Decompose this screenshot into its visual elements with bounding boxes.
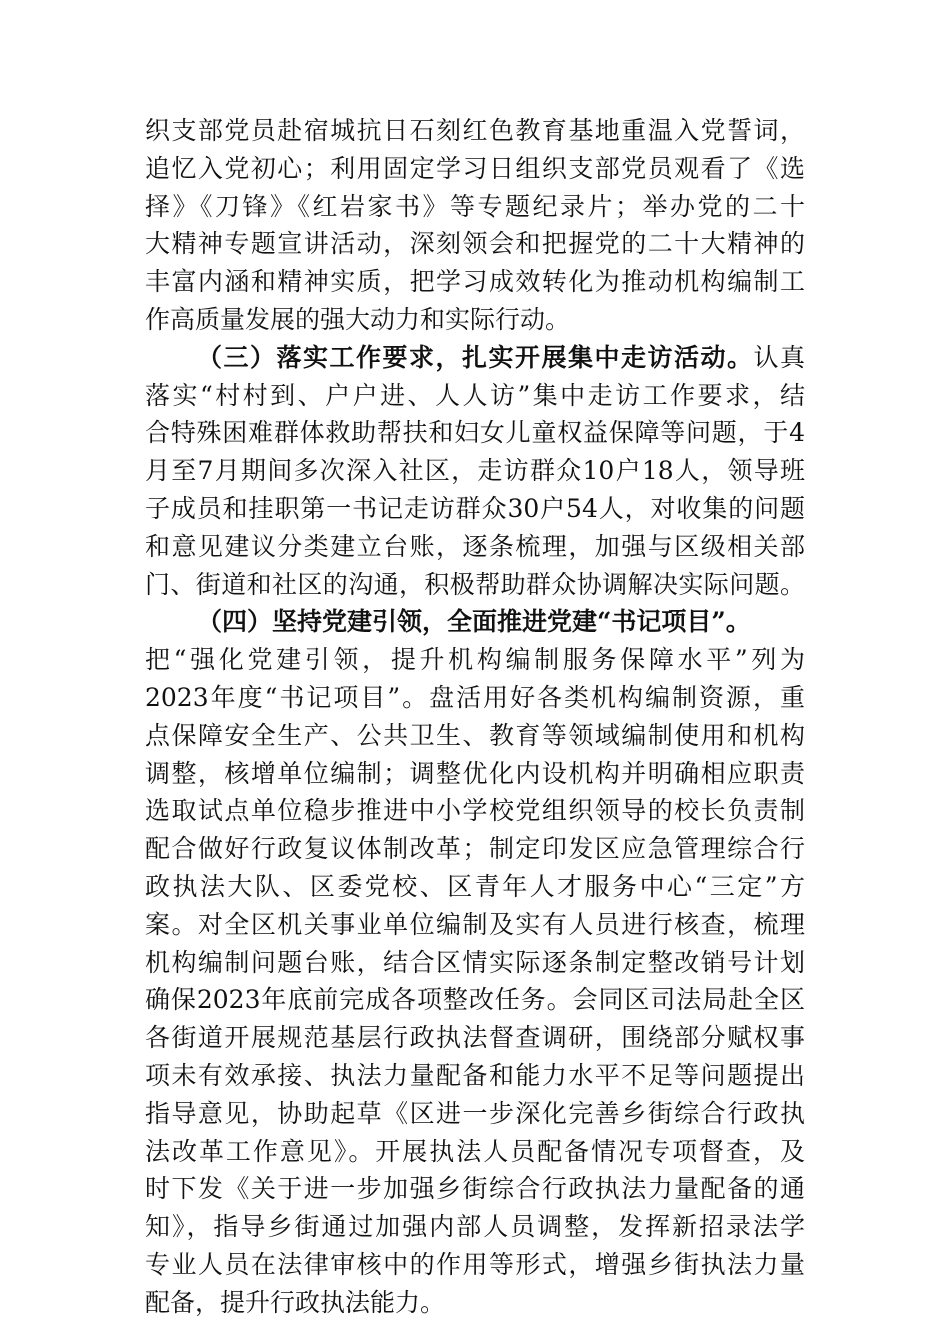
paragraph-line: 专业人员在法律审核中的作用等形式，增强乡街执法力量 xyxy=(145,1249,805,1279)
paragraph-line: 各街道开展规范基层行政执法督查调研，围绕部分赋权事 xyxy=(145,1023,805,1053)
paragraph-line: 配备，提升行政执法能力。 xyxy=(145,1287,446,1317)
paragraph-line: 机构编制问题台账，结合区情实际逐条制定整改销号计划 xyxy=(145,947,805,977)
paragraph-line: 作高质量发展的强大动力和实际行动。 xyxy=(145,304,571,334)
paragraph-line: 和意见建议分类建立台账，逐条梳理，加强与区级相关部 xyxy=(145,531,805,561)
paragraph-line: 选取试点单位稳步推进中小学校党组织领导的校长负责制 xyxy=(145,796,805,826)
section-3-first-line xyxy=(145,339,805,377)
paragraph-line: 月至7月期间多次深入社区，走访群众10户18人，领导班 xyxy=(145,456,805,486)
paragraph-line: 择》《刀锋》《红岩家书》等专题纪录片；举办党的二十 xyxy=(145,191,805,221)
paragraph-line: 调整，核增单位编制；调整优化内设机构并明确相应职责 xyxy=(145,758,805,788)
section-4-first-line xyxy=(145,603,805,641)
paragraph-line: 确保2023年底前完成各项整改任务。会同区司法局赴全区 xyxy=(145,985,805,1015)
paragraph-line: 案。对全区机关事业单位编制及实有人员进行核查，梳理 xyxy=(145,909,805,939)
paragraph-line: 追忆入党初心；利用固定学习日组织支部党员观看了《选 xyxy=(145,153,805,183)
paragraph-line: 点保障安全生产、公共卫生、教育等领域编制使用和机构 xyxy=(145,720,805,750)
paragraph-line: 配合做好行政复议体制改革；制定印发区应急管理综合行 xyxy=(145,834,805,864)
paragraph-line: 法改革工作意见》。开展执法人员配备情况专项督查，及 xyxy=(145,1136,805,1166)
paragraph-line: 丰富内涵和精神实质，把学习成效转化为推动机构编制工 xyxy=(145,267,805,297)
document-body xyxy=(145,112,805,1322)
section-3-first-line-tail: 认真 xyxy=(753,342,805,372)
paragraph-line: 知》，指导乡街通过加强内部人员调整，发挥新招录法学 xyxy=(145,1212,805,1242)
paragraph-line: 合特殊困难群体救助帮扶和妇女儿童权益保障等问题，于4 xyxy=(145,418,805,448)
paragraph-line: 织支部党员赴宿城抗日石刻红色教育基地重温入党誓词， xyxy=(145,116,805,145)
paragraph-line: 把“强化党建引领，提升机构编制服务保障水平”列为 xyxy=(145,645,805,675)
paragraph-line: 时下发《关于进一步加强乡街综合行政执法力量配备的通 xyxy=(145,1174,805,1204)
paragraph-line: 门、街道和社区的沟通，积极帮助群众协调解决实际问题。 xyxy=(145,569,805,599)
paragraph-line: 指导意见，协助起草《区进一步深化完善乡街综合行政执 xyxy=(145,1098,805,1128)
paragraph-line: 2023年度“书记项目”。盘活用好各类机构编制资源，重 xyxy=(145,682,805,712)
paragraph-line: 政执法大队、区委党校、区青年人才服务中心“三定”方 xyxy=(145,871,805,901)
paragraph-line: 项未有效承接、执法力量配备和能力水平不足等问题提出 xyxy=(145,1060,805,1090)
paragraph-line: 落实“村村到、户户进、人人访”集中走访工作要求，结 xyxy=(145,380,805,410)
section-3-heading: （三）落实工作要求，扎实开展集中走访活动。 xyxy=(197,342,754,372)
paragraph-line: 子成员和挂职第一书记走访群众30户54人，对收集的问题 xyxy=(145,493,805,523)
paragraph-line: 大精神专题宣讲活动，深刻领会和把握党的二十大精神的 xyxy=(145,229,805,259)
section-4-heading: （四）坚持党建引领，全面推进党建“书记项目”。 xyxy=(197,607,751,637)
